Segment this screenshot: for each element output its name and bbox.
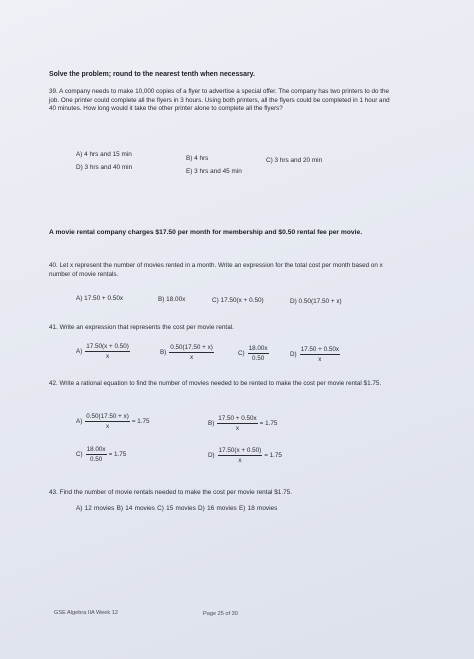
equation-rhs: = 1.75 xyxy=(259,420,278,427)
numerator: 18.00x xyxy=(248,345,268,352)
q41-choice-c xyxy=(238,345,270,362)
denominator: x xyxy=(235,425,240,432)
footer-page-number: Page 25 of 30 xyxy=(203,611,238,617)
equation-rhs: = 1.75 xyxy=(264,452,282,459)
q40-choice-d: D) 0.50(17.50 + x) xyxy=(290,298,342,305)
denominator: 0.50 xyxy=(89,456,103,463)
question-41-text: 41. Write an expression that represents the cost per movie rental. xyxy=(49,324,234,331)
q40-choice-c: C) 17.50(x + 0.50) xyxy=(212,297,264,304)
q42-choice-a xyxy=(76,413,150,430)
numerator: 17.50(x + 0.50) xyxy=(86,343,129,350)
numerator: 18.00x xyxy=(86,446,106,453)
equation-rhs: = 1.75 xyxy=(131,418,150,425)
q39-choice-c: C) 3 hrs and 20 min xyxy=(266,157,323,164)
q40-choice-b: B) 18.00x xyxy=(158,296,186,303)
numerator: 0.50(17.50 + x) xyxy=(86,413,129,420)
choice-label: D) xyxy=(208,452,215,459)
numerator: 17.50 + 0.50x xyxy=(218,415,257,422)
q41-choice-d xyxy=(290,346,341,363)
numerator: 0.50(17.50 + x) xyxy=(170,344,213,351)
denominator: x xyxy=(189,354,194,361)
footer-course: GSE Algebra IIA Week 12 xyxy=(54,610,118,616)
denominator: x xyxy=(238,457,242,464)
q39-choice-e: E) 3 hrs and 45 min xyxy=(186,168,242,175)
question-39-text: 39. A company needs to make 10,000 copies of a flyer to advertise a special offer. The company has two printers to do the job. One printer could complete all the flyers in 3 hours. Using both printers, all the flyers could be completed in 1 hour and 40 minutes. How long would it take the other printer alone to complete all the flyers? xyxy=(49,88,390,113)
rental-intro: A movie rental company charges $17.50 per month for membership and $0.50 rental fee per movie. xyxy=(49,229,363,236)
choice-label: B) xyxy=(208,420,215,427)
choice-label: C) xyxy=(238,350,245,357)
denominator: x xyxy=(318,356,322,363)
q42-choice-d xyxy=(208,447,282,464)
q43-choices: A) 12 movies B) 14 movies C) 15 movies D) 16 movies E) 18 movies xyxy=(76,505,278,512)
question-43-text: 43. Find the number of movie rentals needed to make the cost per movie rental $1.75. xyxy=(49,489,292,496)
instructions-heading: Solve the problem; round to the nearest tenth when necessary. xyxy=(49,71,255,78)
numerator: 17.50 + 0.50x xyxy=(300,346,339,353)
denominator: x xyxy=(105,423,110,430)
denominator: x xyxy=(105,353,110,360)
q42-choice-b xyxy=(208,415,277,432)
q42-choice-c xyxy=(76,446,126,463)
choice-label: C) xyxy=(76,451,83,458)
equation-rhs: = 1.75 xyxy=(108,451,127,458)
q39-choice-a: A) 4 hrs and 15 min xyxy=(76,151,132,158)
question-42-text: 42. Write a rational equation to find the number of movies needed to be rented to make the cost per movie rental $1.75. xyxy=(49,380,382,387)
q40-choice-a: A) 17.50 + 0.50x xyxy=(76,295,124,302)
choice-label: A) xyxy=(76,418,83,425)
choice-label: A) xyxy=(76,348,83,355)
q39-choice-d: D) 3 hrs and 40 min xyxy=(76,164,133,171)
q41-choice-b xyxy=(160,344,215,361)
q41-choice-a xyxy=(76,343,131,360)
choice-label: B) xyxy=(160,349,167,356)
choice-label: D) xyxy=(290,351,297,358)
numerator: 17.50(x + 0.50) xyxy=(218,447,262,454)
denominator: 0.50 xyxy=(251,355,265,362)
question-40-text: 40. Let x represent the number of movies rented in a month. Write an expression for the total cost per month based on x number of movie rentals. xyxy=(49,262,383,278)
q39-choice-b: B) 4 hrs xyxy=(186,155,209,162)
